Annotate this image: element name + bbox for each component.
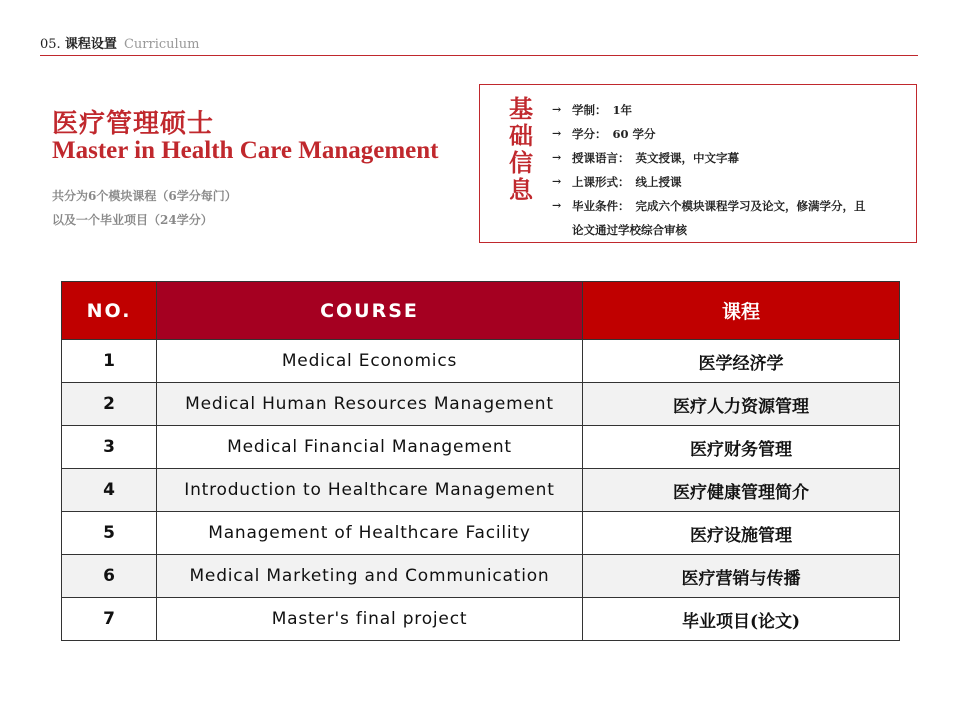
- cell-course-en: Medical Economics: [157, 340, 583, 383]
- section-title-en: Curriculum: [123, 37, 200, 52]
- cell-course-en: Master's final project: [157, 598, 583, 641]
- cell-no: 7: [62, 598, 157, 641]
- heading-char: 础: [509, 121, 533, 150]
- cell-no: 2: [62, 383, 157, 426]
- header-divider: [40, 55, 918, 56]
- info-key: 学分：: [572, 127, 607, 141]
- info-value: 60 学分: [612, 127, 656, 141]
- cell-course-zh: 医疗人力资源管理: [583, 383, 900, 426]
- arrow-right-icon: →: [552, 151, 562, 164]
- info-key: 学制：: [572, 103, 607, 117]
- cell-course-zh: 医疗财务管理: [583, 426, 900, 469]
- info-item-duration: [552, 98, 912, 122]
- program-description-line2: 以及一个毕业项目（24学分）: [52, 213, 213, 227]
- arrow-right-icon: →: [552, 127, 562, 140]
- table-header-row: [62, 282, 900, 340]
- table-row: [62, 512, 900, 555]
- info-key: 毕业条件：: [572, 199, 630, 213]
- basic-info-box: [479, 84, 917, 243]
- cell-course-en: Medical Human Resources Management: [157, 383, 583, 426]
- section-number: 05.: [40, 37, 61, 52]
- cell-no: 5: [62, 512, 157, 555]
- info-item-graduation: [552, 194, 912, 218]
- program-title-zh: 医疗管理硕士: [52, 109, 215, 139]
- section-title-zh: 课程设置: [64, 37, 117, 52]
- cell-course-zh: 医疗健康管理简介: [583, 469, 900, 512]
- info-item-format: [552, 170, 912, 194]
- cell-course-en: Medical Financial Management: [157, 426, 583, 469]
- header-course-zh: 课程: [583, 282, 900, 340]
- info-key: 授课语言：: [572, 151, 630, 165]
- cell-course-zh: 医疗设施管理: [583, 512, 900, 555]
- header-no: NO.: [62, 282, 157, 340]
- info-item-credits: [552, 122, 912, 146]
- arrow-right-icon: →: [552, 199, 562, 212]
- cell-course-en: Medical Marketing and Communication: [157, 555, 583, 598]
- info-value: 英文授课，中文字幕: [635, 151, 739, 165]
- heading-char: 息: [509, 175, 533, 204]
- table-row: [62, 426, 900, 469]
- cell-course-zh: 医疗营销与传播: [583, 555, 900, 598]
- cell-no: 6: [62, 555, 157, 598]
- table-row: [62, 555, 900, 598]
- course-table: [61, 281, 900, 641]
- info-value: 1年: [612, 103, 633, 117]
- info-key: 上课形式：: [572, 175, 630, 189]
- cell-course-en: Management of Healthcare Facility: [157, 512, 583, 555]
- info-item-graduation-cont: [552, 218, 912, 242]
- cell-no: 1: [62, 340, 157, 383]
- cell-course-en: Introduction to Healthcare Management: [157, 469, 583, 512]
- section-label: [40, 33, 199, 52]
- program-title-en: Master in Health Care Management: [52, 137, 439, 164]
- header-course: COURSE: [157, 282, 583, 340]
- cell-course-zh: 毕业项目(论文): [583, 598, 900, 641]
- heading-char: 基: [509, 94, 533, 123]
- info-value: 论文通过学校综合审核: [572, 223, 687, 237]
- info-value: 完成六个模块课程学习及论文，修满学分，且: [635, 199, 866, 213]
- table-row: [62, 340, 900, 383]
- table-row: [62, 383, 900, 426]
- table-row: [62, 598, 900, 641]
- arrow-right-icon: →: [552, 103, 562, 116]
- cell-course-zh: 医学经济学: [583, 340, 900, 383]
- info-item-language: [552, 146, 912, 170]
- cell-no: 4: [62, 469, 157, 512]
- arrow-right-icon: →: [552, 175, 562, 188]
- table-row: [62, 469, 900, 512]
- cell-no: 3: [62, 426, 157, 469]
- info-value: 线上授课: [635, 175, 682, 189]
- basic-info-list: [552, 98, 912, 242]
- basic-info-heading: [506, 95, 536, 203]
- heading-char: 信: [509, 148, 533, 177]
- program-description-line1: 共分为6个模块课程（6学分每门）: [52, 189, 237, 203]
